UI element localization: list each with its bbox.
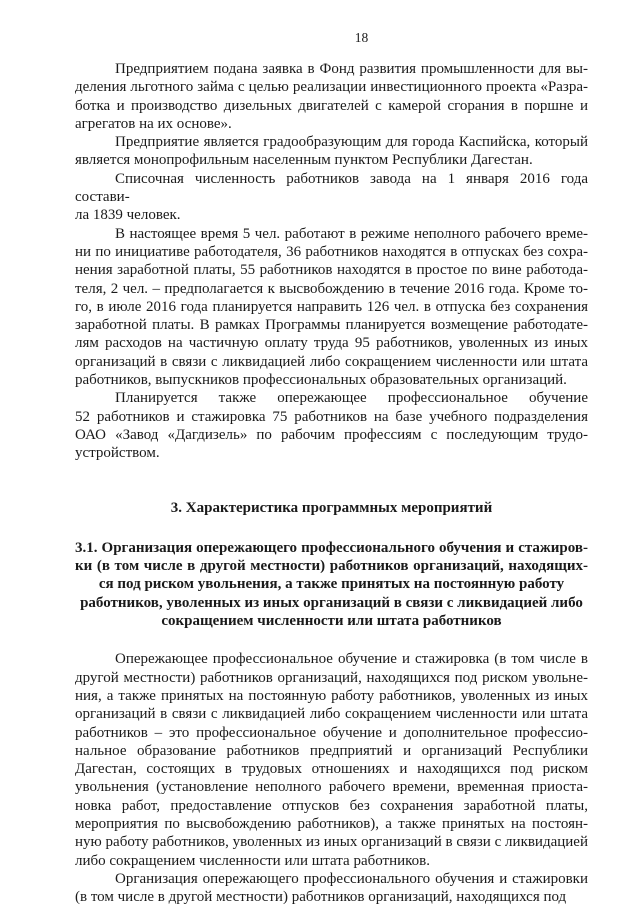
- paragraph-line: В настоящее время 5 чел. работают в режиме неполного рабочего време-: [115, 225, 588, 242]
- bottom-paragraphs: [75, 650, 588, 906]
- top-paragraphs: [75, 60, 588, 463]
- paragraph-line: Дагестан, состоящих в трудовых отношениях и находящихся под риском: [75, 761, 588, 778]
- paragraph-line: деления льготного займа с целью реализации инвестиционного проекта «Разра-: [75, 79, 588, 96]
- paragraph-line: заработной платы. В рамках Программы планируется возмещение работодате-: [75, 317, 588, 334]
- paragraph-line: 52 работников и стажировка 75 работников на базе учебного подразделения: [75, 408, 588, 425]
- subsection-heading: [75, 539, 588, 630]
- paragraph-line: го, в июле 2016 года планируется направить 126 чел. в отпуска без сохранения: [75, 298, 588, 315]
- paragraph-line: является монопрофильным населенным пунктом Республики Дагестан.: [75, 152, 533, 169]
- subsection-heading-line: ки (в том числе в другой местности) работников организаций, находящих-: [75, 558, 588, 575]
- paragraph-line: организаций в связи с ликвидацией либо сокращением численности или штата: [75, 353, 588, 370]
- paragraph-line: ла 1839 человек.: [75, 207, 181, 224]
- paragraph-line: ботка и производство дизельных двигателей с камерой сгорания в поршне и: [75, 97, 588, 114]
- paragraph-line: другой местности) работников организаций, находящихся под риском увольне-: [75, 669, 588, 686]
- paragraph-line: мероприятия по высвобождению работников), а также принятых на постоян-: [75, 815, 588, 832]
- paragraph: [75, 60, 588, 133]
- paragraph: [75, 870, 588, 906]
- paragraph-line: организаций в связи с ликвидацией либо сокращением численности или штата: [75, 706, 588, 723]
- paragraph-line: устройством.: [75, 445, 160, 462]
- paragraph-line: ния, а также принятых на постоянную работу работников, уволенных из иных: [75, 687, 588, 704]
- paragraph: [75, 650, 588, 870]
- subsection-heading-line: ся под риском увольнения, а также принятых на постоянную работу: [98, 576, 565, 593]
- paragraph-line: нальное образование работников предприятий и организаций Республики: [75, 742, 588, 759]
- paragraph-line: работников – это профессиональное обучение и дополнительное профессио-: [75, 724, 588, 741]
- paragraph-line: Планируется также опережающее профессиональное обучение: [115, 390, 588, 407]
- paragraph-line: агрегатов на их основе».: [75, 115, 232, 132]
- paragraph-line: новка работ, предоставление отпусков без сохранения заработной платы,: [75, 797, 588, 814]
- paragraph-line: нения заработной платы, 55 работников находятся в простое по вине работода-: [75, 262, 588, 279]
- paragraph: [75, 225, 588, 390]
- paragraph-line: ОАО «Завод «Дагдизель» по рабочим профессиям с последующим трудо-: [75, 426, 588, 443]
- paragraph-line: Организация опережающего профессионального обучения и стажировки: [115, 870, 588, 887]
- page-number: 18: [354, 30, 369, 45]
- paragraph-line: либо сокращением численности или штата работников.: [75, 852, 431, 869]
- subsection-heading-line: сокращением численности или штата работников: [161, 613, 502, 630]
- subsection-heading-line: работников, уволенных из иных организаций в связи с ликвидацией либо: [80, 594, 583, 611]
- paragraph-line: увольнения (установление неполного рабочего времени, временная приоста-: [75, 779, 588, 796]
- paragraph: [75, 389, 588, 462]
- paragraph: [75, 133, 588, 170]
- paragraph: [75, 170, 588, 225]
- paragraph-line: работников, выпускников профессиональных образовательных организаций.: [75, 372, 567, 389]
- paragraph-line: Списочная численность работников завода на 1 января 2016 года состави-: [75, 170, 588, 206]
- section-heading: 3. Характеристика программных мероприятий: [170, 499, 493, 516]
- subsection-heading-line: 3.1. Организация опережающего профессионального обучения и стажиров-: [75, 539, 588, 556]
- paragraph-line: (в том числе в другой местности) работников организаций, находящихся под: [75, 889, 567, 906]
- paragraph-line: лям расходов на частичную оплату труда 95 работников, уволенных из иных: [75, 335, 588, 352]
- paragraph-line: Предприятием подана заявка в Фонд развития промышленности для вы-: [115, 61, 588, 77]
- paragraph-line: ни по инициативе работодателя, 36 работников находятся в отпусках без сохра-: [75, 243, 588, 260]
- paragraph-line: Опережающее профессиональное обучение и стажировка (в том числе в: [115, 651, 588, 668]
- paragraph-line: теля, 2 чел. – предполагается к высвобождению в течение 2016 года. Кроме то-: [75, 280, 588, 297]
- paragraph-line: Предприятие является градообразующим для города Каспийска, который: [115, 134, 588, 151]
- paragraph-line: ную работу работников, уволенных из иных организаций в связи с ликвидацией: [75, 834, 588, 851]
